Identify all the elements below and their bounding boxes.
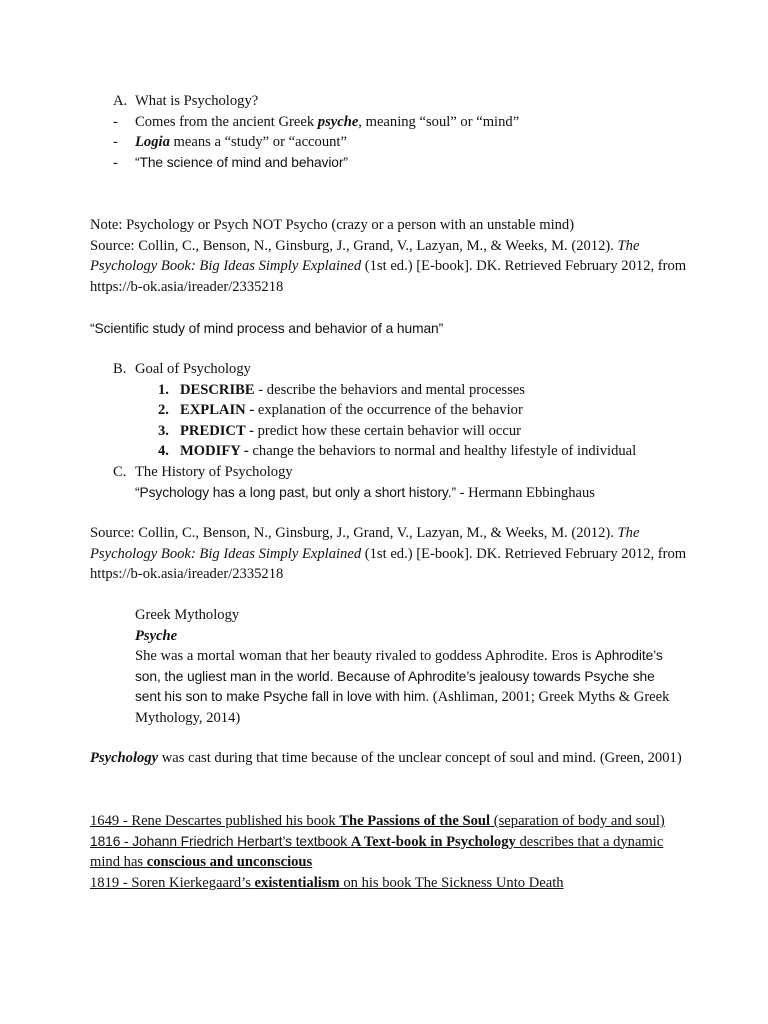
note-line: Note: Psychology or Psych NOT Psycho (crazy or a person with an unstable mind) [90,217,575,233]
heading-text: What is Psychology? [135,93,259,109]
definition-quote: “Scientific study of mind process and behavior of a human” [90,321,444,336]
section-b-heading: B. Goal of Psychology [113,361,251,377]
greek-heading: Greek Mythology [135,607,240,623]
note-block [90,215,690,297]
greek-mythology [135,605,670,729]
psyche-story: She was a mortal woman that her beauty rivaled to goddess Aphrodite. Eros is Aphrodite’s son, the ugliest man in the world. Because of Aphrodite’s jealousy towards Psyche she sent his son to make Psyche fall in love with him. (Ashliman, 2001; Greek Myths & Greek Mythology, 2014) [135,648,670,726]
goal-item: 2. EXPLAIN - explanation of the occurrence of the behavior [158,402,523,419]
timeline-item: 1649 - Rene Descartes published his book The Passions of the Soul (separation of body and soul) [90,813,665,829]
citation-2: Source: Collin, C., Benson, N., Ginsburg, J., Grand, V., Lazyan, M., & Weeks, M. (2012). The Psychology Book: Big Ideas Simply Explained (1st ed.) [E-book]. DK. Retrieved February 2012, from https://b-ok.asia/ireader/2335218 [90,525,687,583]
timeline [90,811,665,893]
timeline-item: 1816 - Johann Friedrich Herbart’s textbook A Text-book in Psychology describes that a dynamic mind has conscious and unconscious [90,833,664,871]
timeline-item: 1819 - Soren Kierkegaard’s existentialism on his book The Sickness Unto Death [90,874,564,891]
goal-item: 4. MODIFY - change the behaviors to normal and healthy lifestyle of individual [158,443,637,460]
goal-item: 3. PREDICT - predict how these certain behavior will occur [158,422,521,439]
list-letter: A. [113,93,128,109]
section-a-heading [90,91,690,112]
psychology-paragraph: Psychology was cast during that time because of the unclear concept of soul and mind. (Green, 2001) [90,750,682,766]
psyche-name: Psyche [135,627,178,644]
section-a [90,91,690,173]
citation: Source: Collin, C., Benson, N., Ginsburg, J., Grand, V., Lazyan, M., & Weeks, M. (2012). The Psychology Book: Big Ideas Simply Explained (1st ed.) [E-book]. DK. Retrieved February 2012, from https://b-ok.asia/ireader/2335218 [90,237,687,295]
ebbinghaus-quote: “Psychology has a long past, but only a short history.” - Hermann Ebbinghaus [135,484,595,501]
list-item: - “The science of mind and behavior” [113,154,348,171]
goal-item: 1. DESCRIBE - describe the behaviors and mental processes [158,381,525,398]
section-b [90,359,690,503]
list-item: - Comes from the ancient Greek psyche, meaning “soul” or “mind” [113,113,520,130]
list-item: - Logia means a “study” or “account” [113,134,347,151]
section-c-heading: C. The History of Psychology [113,463,293,480]
